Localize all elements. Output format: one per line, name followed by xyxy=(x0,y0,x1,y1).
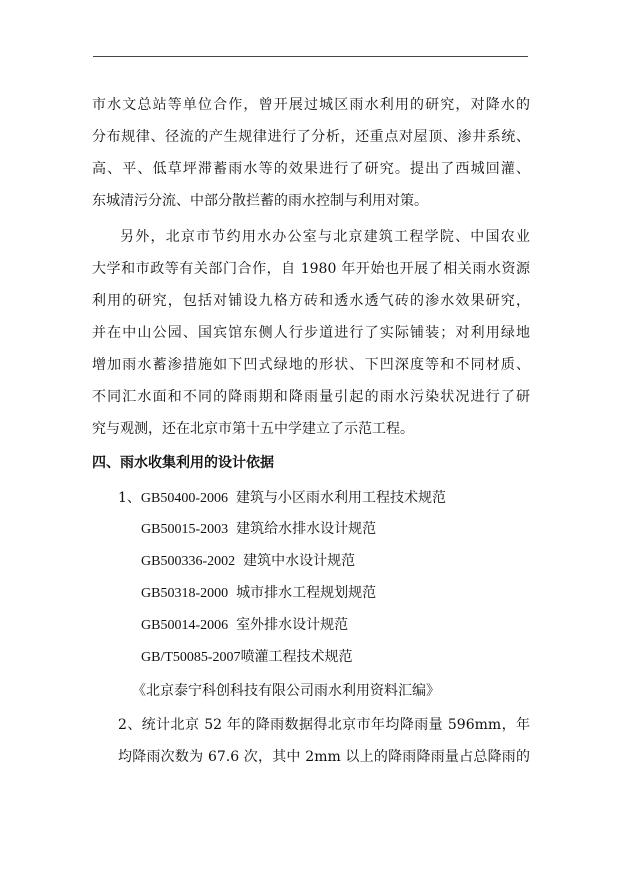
paragraph2-line: 不同汇水面和不同的降雨期和降雨量引起的雨水污染状况进行了研 xyxy=(92,389,530,405)
item-number: 2、 xyxy=(118,717,142,733)
paragraph2-line: 大学和市政等有关部门合作，自 1980 年开始也开展了相关雨水资源 xyxy=(92,261,530,277)
paragraph1-line: 高、平、低草坪滞蓄雨水等的效果进行了研究。提出了西城回灌、 xyxy=(92,161,530,177)
standard-item xyxy=(118,489,446,508)
standard-code: GB50400-2006 xyxy=(140,491,229,506)
standard-item xyxy=(141,584,376,603)
standard-title: 建筑中水设计规范 xyxy=(243,553,356,569)
paragraph2-line: 利用的研究，包括对铺设九格方砖和透水透气砖的渗水效果研究， xyxy=(92,293,530,309)
standard-item xyxy=(141,552,355,571)
item-number: 1、 xyxy=(118,490,141,506)
standard-title: 建筑给水排水设计规范 xyxy=(236,521,377,537)
paragraph2-line: 究与观测，还在北京市第十五中学建立了示范工程。 xyxy=(92,421,414,437)
paragraph1-line: 分布规律、径流的产生规律进行了分析，还重点对屋顶、渗井系统、 xyxy=(92,129,530,145)
standard-code: GB50014-2006 xyxy=(141,618,229,633)
paragraph1-line: 东城清污分流、中部分散拦蓄的雨水控制与利用对策。 xyxy=(92,193,428,209)
paragraph2-line: 并在中山公园、国宾馆东侧人行步道进行了实际铺装；对利用绿地 xyxy=(92,325,530,341)
paragraph2-line: 另外，北京市节约用水办公室与北京建筑工程学院、中国农业 xyxy=(120,229,530,245)
item2-line xyxy=(118,716,530,734)
standard-title: 建筑与小区雨水利用工程技术规范 xyxy=(236,490,447,506)
paragraph1-line: 市水文总站等单位合作，曾开展过城区雨水利用的研究，对降水的 xyxy=(92,97,530,113)
standard-code: GB50318-2000 xyxy=(141,586,229,601)
standard-title: 喷灌工程技术规范 xyxy=(240,649,353,665)
header-rule xyxy=(93,56,528,57)
standard-title: 室外排水设计规范 xyxy=(236,617,349,633)
standard-code: GB500336-2002 xyxy=(141,554,236,569)
standard-title: 城市排水工程规划规范 xyxy=(236,585,377,601)
standard-item xyxy=(141,520,376,539)
item2-text: 统计北京 52 年的降雨数据得北京市年均降雨量 596mm，年 xyxy=(141,717,530,733)
standard-item xyxy=(141,616,348,635)
reference-document: 《北京泰宁科创科技有限公司雨水利用资料汇编》 xyxy=(132,683,440,699)
item2-line: 均降雨次数为 67.6 次，其中 2mm 以上的降雨降雨量占总降雨的 xyxy=(118,749,530,765)
paragraph2-line: 增加雨水蓄渗措施如下凹式绿地的形状、下凹深度等和不同材质、 xyxy=(92,357,530,373)
standard-code: GB/T50085-2007 xyxy=(141,650,241,665)
section-heading: 四、雨水收集利用的设计依据 xyxy=(92,455,274,471)
standard-code: GB50015-2003 xyxy=(141,522,229,537)
standard-item xyxy=(141,648,353,667)
